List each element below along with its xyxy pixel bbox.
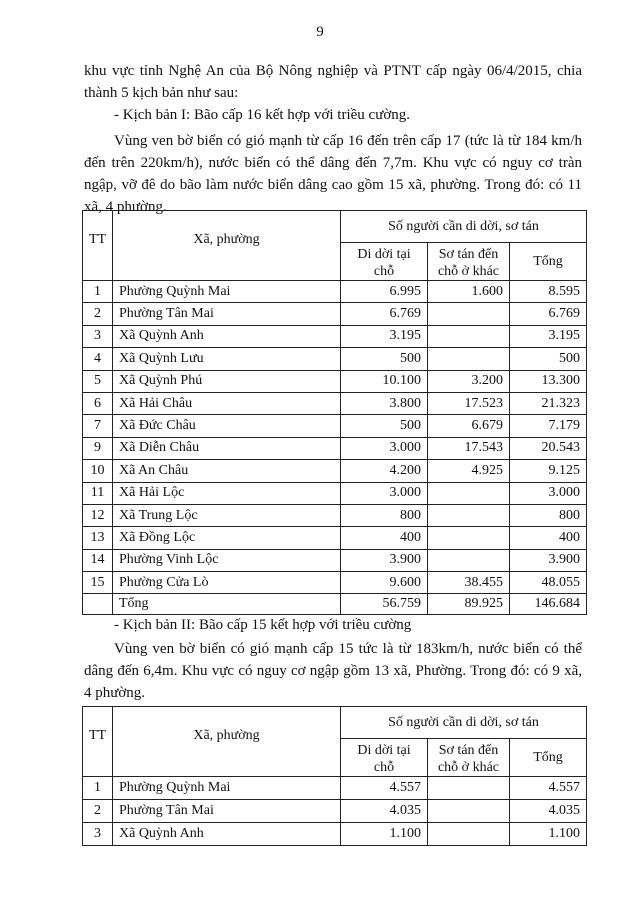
elsewhere-count: [428, 325, 510, 347]
table-row: [83, 549, 587, 571]
scenario-1-title: - Kịch bản I: Bão cấp 16 kết hợp với triều cường.: [114, 107, 411, 123]
header-elsewhere: Sơ tán đến chỗ ở khác: [428, 739, 510, 777]
in-place-count: 4.200: [341, 460, 428, 482]
table-header-row: [83, 707, 587, 739]
in-place-count: 10.100: [341, 370, 428, 392]
row-number: 9: [83, 437, 113, 459]
commune-name: Xã Hải Châu: [113, 392, 341, 414]
total-count: 7.179: [510, 415, 587, 437]
total-count: 400: [510, 527, 587, 549]
header-group: Số người cần di dời, sơ tán: [341, 707, 587, 739]
total-count: 3.900: [510, 549, 587, 571]
in-place-count: 3.000: [341, 482, 428, 504]
commune-name: Phường Quỳnh Mai: [113, 281, 341, 303]
total-label: Tổng: [113, 594, 341, 615]
table-row: [83, 415, 587, 437]
table-row: [83, 800, 587, 823]
elsewhere-count: 17.543: [428, 437, 510, 459]
table-row: [83, 325, 587, 347]
table-header-row: [83, 211, 587, 243]
table-row: [83, 437, 587, 459]
elsewhere-count: [428, 549, 510, 571]
elsewhere-count: [428, 777, 510, 800]
total-count: 4.557: [510, 777, 587, 800]
commune-name: Xã An Châu: [113, 460, 341, 482]
commune-name: Xã Đức Châu: [113, 415, 341, 437]
commune-name: Xã Hải Lộc: [113, 482, 341, 504]
table-total-row: [83, 594, 587, 615]
in-place-count: 6.769: [341, 303, 428, 325]
total-count: 800: [510, 504, 587, 526]
total-in-place: 56.759: [341, 594, 428, 615]
row-number: 2: [83, 800, 113, 823]
total-count: 3.195: [510, 325, 587, 347]
row-number: 6: [83, 392, 113, 414]
elsewhere-count: 38.455: [428, 572, 510, 594]
in-place-count: 500: [341, 415, 428, 437]
in-place-count: 9.600: [341, 572, 428, 594]
row-number: 2: [83, 303, 113, 325]
row-number: 3: [83, 325, 113, 347]
total-count: 13.300: [510, 370, 587, 392]
commune-name: Phường Cửa Lò: [113, 572, 341, 594]
table-row: [83, 823, 587, 846]
in-place-count: 4.557: [341, 777, 428, 800]
total-elsewhere: 89.925: [428, 594, 510, 615]
table-row: [83, 303, 587, 325]
in-place-count: 800: [341, 504, 428, 526]
header-name: Xã, phường: [113, 707, 341, 777]
commune-name: Xã Quỳnh Phú: [113, 370, 341, 392]
total-count: 20.543: [510, 437, 587, 459]
scenario-2-description: Vùng ven bờ biển có gió mạnh cấp 15 tức là từ 183km/h, nước biển có thể dâng đến 6,4m. Khu vực có nguy cơ ngập gồm 13 xã, Phường. Trong đó: có 9 xã, 4 phường.: [84, 641, 582, 701]
header-total: Tổng: [510, 243, 587, 281]
header-tt: TT: [83, 211, 113, 281]
commune-name: Xã Diễn Châu: [113, 437, 341, 459]
row-number: 1: [83, 281, 113, 303]
commune-name: Phường Tân Mai: [113, 800, 341, 823]
in-place-count: 400: [341, 527, 428, 549]
commune-name: Xã Quỳnh Anh: [113, 325, 341, 347]
header-total: Tổng: [510, 739, 587, 777]
header-elsewhere: Sơ tán đến chỗ ở khác: [428, 243, 510, 281]
table-row: [83, 460, 587, 482]
elsewhere-count: 3.200: [428, 370, 510, 392]
commune-name: Xã Quỳnh Anh: [113, 823, 341, 846]
row-number: 10: [83, 460, 113, 482]
in-place-count: 3.800: [341, 392, 428, 414]
elsewhere-count: [428, 303, 510, 325]
row-number: 5: [83, 370, 113, 392]
in-place-count: 3.000: [341, 437, 428, 459]
row-number: 7: [83, 415, 113, 437]
row-number: 13: [83, 527, 113, 549]
in-place-count: 1.100: [341, 823, 428, 846]
total-count: 6.769: [510, 303, 587, 325]
row-number: 11: [83, 482, 113, 504]
total-count: 500: [510, 348, 587, 370]
total-tt-cell: [83, 594, 113, 615]
scenario-2-title: - Kịch bản II: Bão cấp 15 kết hợp với triều cường: [114, 617, 412, 633]
scenario-2-table: [82, 706, 587, 846]
table-row: [83, 504, 587, 526]
elsewhere-count: [428, 823, 510, 846]
table-row: [83, 370, 587, 392]
table-row: [83, 348, 587, 370]
in-place-count: 500: [341, 348, 428, 370]
commune-name: Xã Quỳnh Lưu: [113, 348, 341, 370]
elsewhere-count: 6.679: [428, 415, 510, 437]
row-number: 3: [83, 823, 113, 846]
row-number: 14: [83, 549, 113, 571]
intro-paragraph: khu vực tỉnh Nghệ An của Bộ Nông nghiệp và PTNT cấp ngày 06/4/2015, chia thành 5 kịch bản như sau:: [84, 63, 582, 101]
in-place-count: 6.995: [341, 281, 428, 303]
header-in-place: Di dời tại chỗ: [341, 243, 428, 281]
commune-name: Phường Tân Mai: [113, 303, 341, 325]
table-row: [83, 777, 587, 800]
total-count: 4.035: [510, 800, 587, 823]
total-count: 9.125: [510, 460, 587, 482]
table-row: [83, 482, 587, 504]
commune-name: Phường Vinh Lộc: [113, 549, 341, 571]
commune-name: Xã Đồng Lộc: [113, 527, 341, 549]
table-row: [83, 572, 587, 594]
scenario-1-description: Vùng ven bờ biển có gió mạnh từ cấp 16 đến trên cấp 17 (tức là từ 184 km/h đến trên 220km/h), nước biển có thể dâng đến 7,7m. Khu vực có nguy cơ tràn ngập, vỡ đê do bão làm nước biển dâng cao gồm 15 xã, phường. Trong đó: có 11 xã, 4 phường.: [84, 133, 582, 215]
in-place-count: 4.035: [341, 800, 428, 823]
table-row: [83, 527, 587, 549]
header-in-place: Di dời tại chỗ: [341, 739, 428, 777]
total-count: 8.595: [510, 281, 587, 303]
header-tt: TT: [83, 707, 113, 777]
elsewhere-count: 4.925: [428, 460, 510, 482]
total-count: 3.000: [510, 482, 587, 504]
elsewhere-count: [428, 800, 510, 823]
table-row: [83, 281, 587, 303]
total-count: 48.055: [510, 572, 587, 594]
in-place-count: 3.195: [341, 325, 428, 347]
elsewhere-count: 17.523: [428, 392, 510, 414]
scenario-1-table: [82, 210, 587, 615]
row-number: 4: [83, 348, 113, 370]
total-count: 1.100: [510, 823, 587, 846]
row-number: 1: [83, 777, 113, 800]
in-place-count: 3.900: [341, 549, 428, 571]
header-name: Xã, phường: [113, 211, 341, 281]
page-number: 9: [316, 24, 324, 40]
elsewhere-count: [428, 504, 510, 526]
total-count: 21.323: [510, 392, 587, 414]
table-row: [83, 392, 587, 414]
total-total: 146.684: [510, 594, 587, 615]
elsewhere-count: 1.600: [428, 281, 510, 303]
row-number: 12: [83, 504, 113, 526]
row-number: 15: [83, 572, 113, 594]
commune-name: Phường Quỳnh Mai: [113, 777, 341, 800]
elsewhere-count: [428, 482, 510, 504]
commune-name: Xã Trung Lộc: [113, 504, 341, 526]
header-group: Số người cần di dời, sơ tán: [341, 211, 587, 243]
elsewhere-count: [428, 348, 510, 370]
elsewhere-count: [428, 527, 510, 549]
